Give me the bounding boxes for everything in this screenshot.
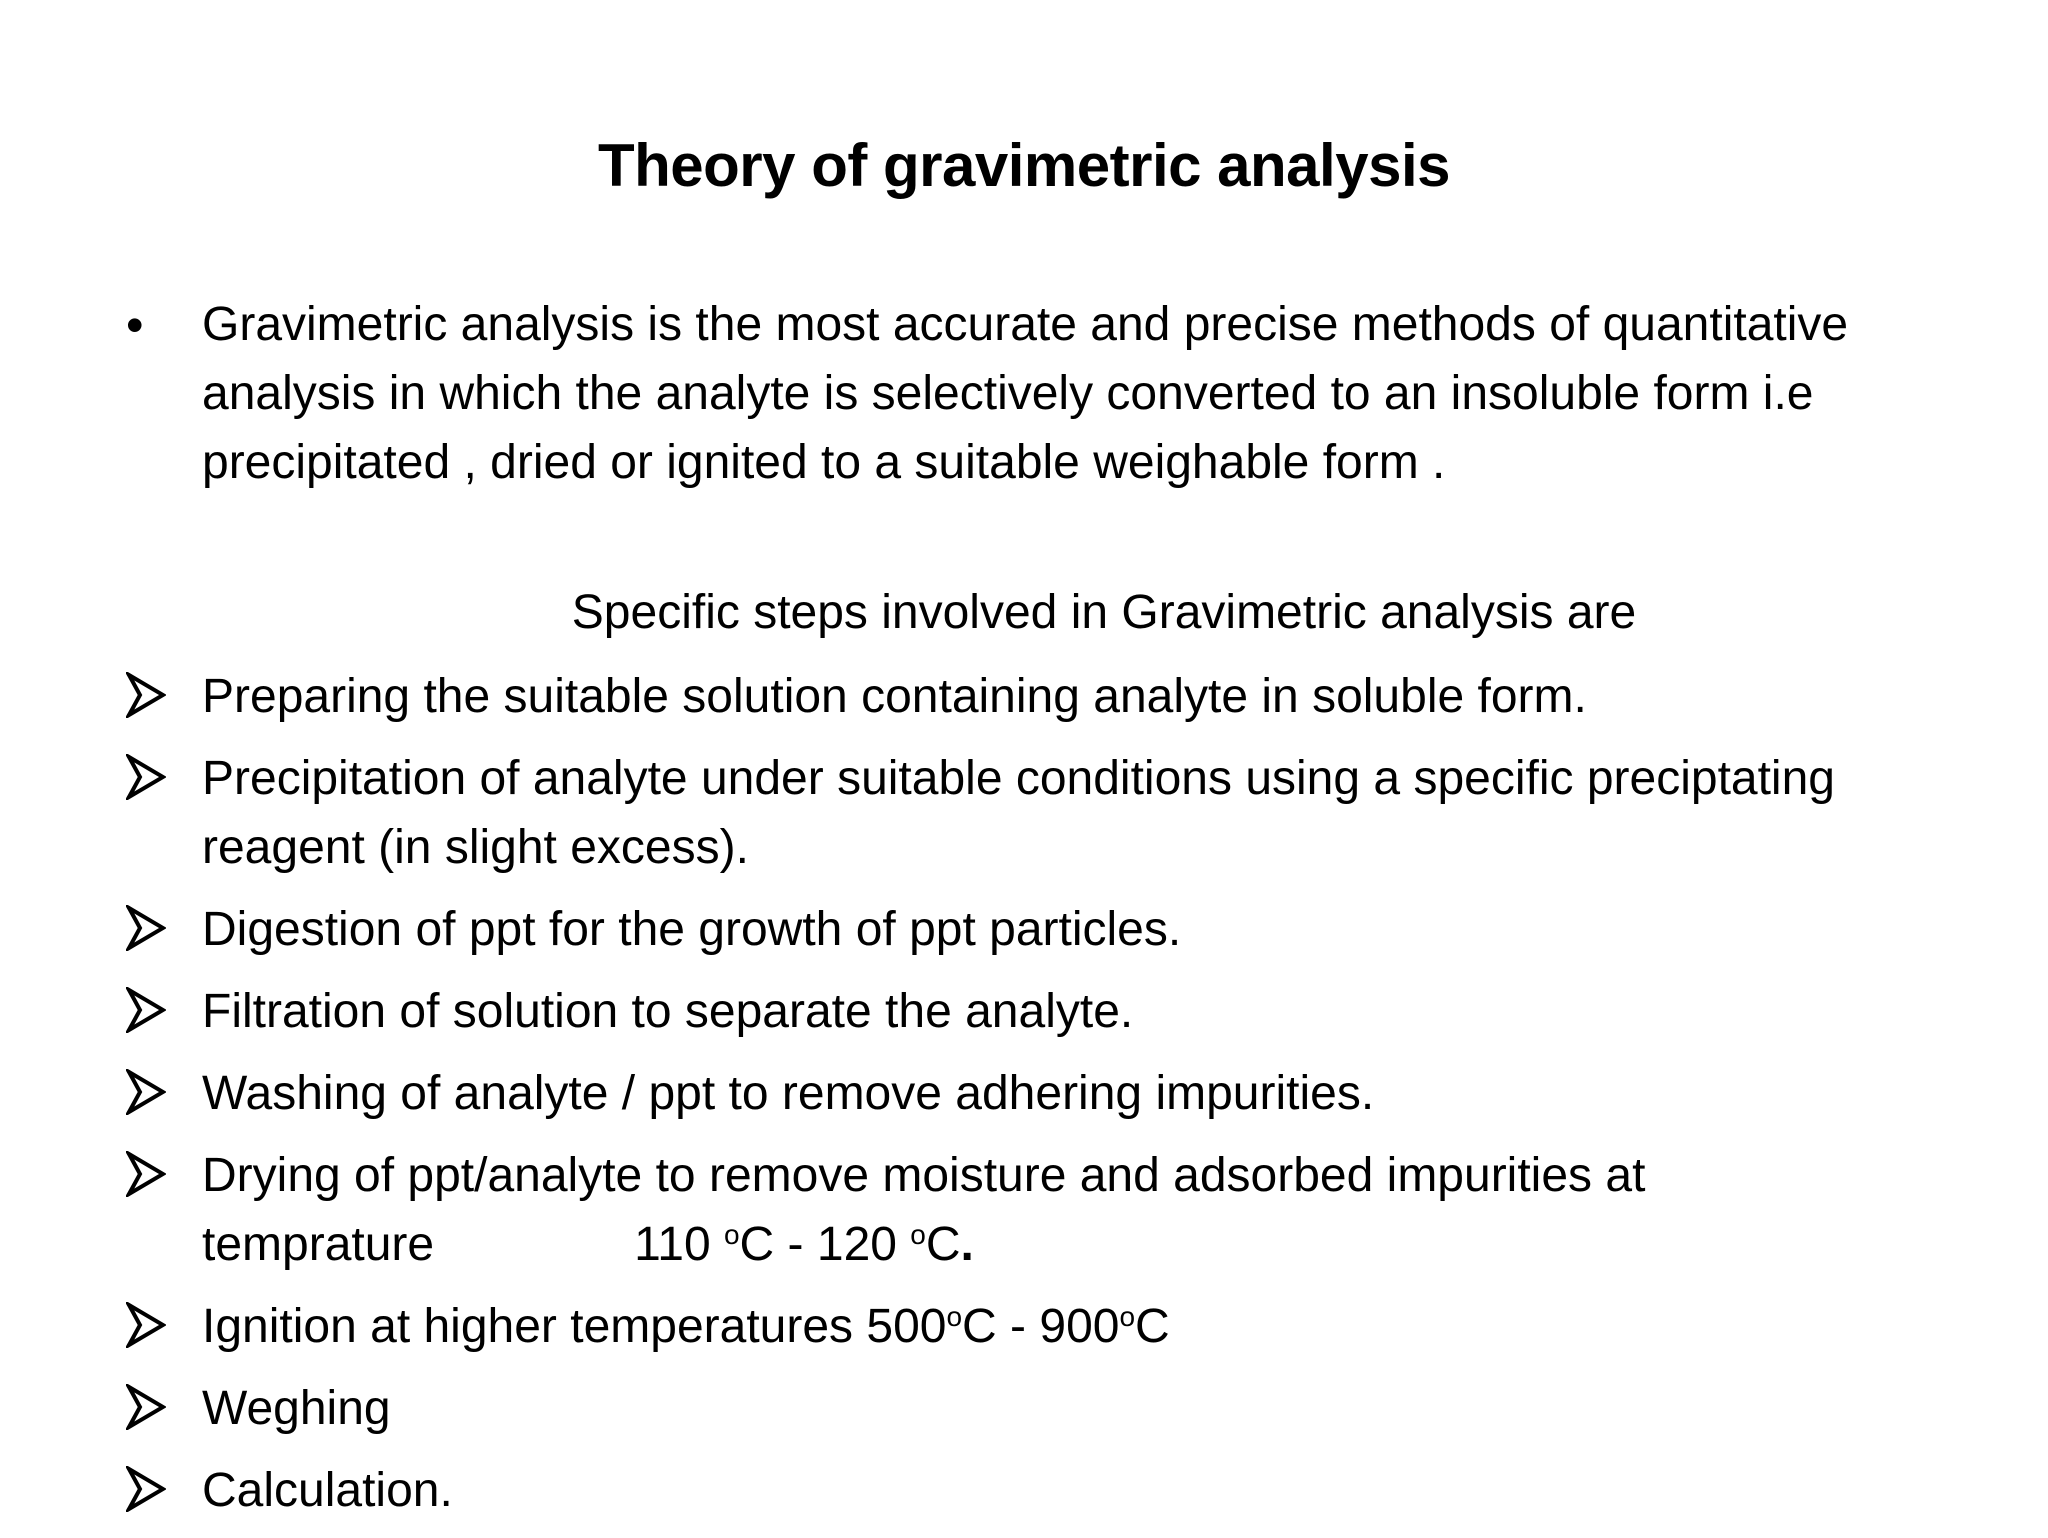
intro-text: Gravimetric analysis is the most accurate and precise methods of quantitative analysis in which the analyte is selectively converted to an insoluble form i.e precipitated , dried or ignited to a suitable weighable form . xyxy=(202,298,1849,489)
degree-symbol: o xyxy=(946,1301,963,1332)
degree-symbol: o xyxy=(910,1219,926,1250)
arrow-bullet-icon xyxy=(126,905,166,951)
list-item xyxy=(118,662,1908,731)
step-text: Digestion of ppt for the growth of ppt particles. xyxy=(202,903,1182,956)
steps-list xyxy=(118,662,1908,1538)
temperature-unit: C xyxy=(925,1218,961,1271)
degree-symbol: o xyxy=(1119,1301,1136,1332)
list-item xyxy=(118,1374,1908,1443)
arrow-bullet-icon xyxy=(126,1069,166,1115)
step-text: temprature xyxy=(202,1218,435,1271)
arrow-bullet-icon xyxy=(126,987,166,1033)
arrow-bullet-icon xyxy=(126,1466,166,1512)
arrow-bullet-icon xyxy=(126,1151,166,1197)
arrow-bullet-icon xyxy=(126,672,166,718)
degree-symbol: o xyxy=(723,1219,740,1250)
temperature-range: C - 900 xyxy=(962,1300,1120,1353)
list-item xyxy=(118,1141,1908,1279)
step-text: Filtration of solution to separate the analyte. xyxy=(202,985,1134,1038)
list-item xyxy=(118,1456,1908,1525)
step-text: Preparing the suitable solution containing analyte in soluble form. xyxy=(202,670,1587,723)
arrow-bullet-icon xyxy=(126,1302,166,1348)
arrow-bullet-icon xyxy=(126,754,166,800)
temperature-low: 110 xyxy=(634,1218,724,1271)
list-item xyxy=(118,977,1908,1046)
list-item xyxy=(118,1292,1908,1361)
slide-title: Theory of gravimetric analysis xyxy=(597,132,1450,199)
step-text: Calculation. xyxy=(202,1464,453,1517)
list-item xyxy=(118,895,1908,964)
steps-heading: Specific steps involved in Gravimetric analysis are xyxy=(571,586,1637,639)
temperature-range: C - 120 xyxy=(739,1218,911,1271)
step-text: Drying of ppt/analyte to remove moisture and adsorbed impurities at xyxy=(202,1149,1646,1202)
temperature-unit: C xyxy=(1135,1300,1170,1353)
bullet-icon: • xyxy=(126,297,144,353)
period: . xyxy=(960,1218,974,1271)
step-text: Weghing xyxy=(202,1382,391,1435)
step-text: Washing of analyte / ppt to remove adhering impurities. xyxy=(202,1067,1375,1120)
arrow-bullet-icon xyxy=(126,1384,166,1430)
list-item xyxy=(118,1059,1908,1128)
step-text: Precipitation of analyte under suitable conditions using a specific preciptating reagent (in slight excess). xyxy=(202,752,1835,874)
list-item xyxy=(118,744,1908,882)
step-text: Ignition at higher temperatures 500 xyxy=(202,1300,947,1353)
